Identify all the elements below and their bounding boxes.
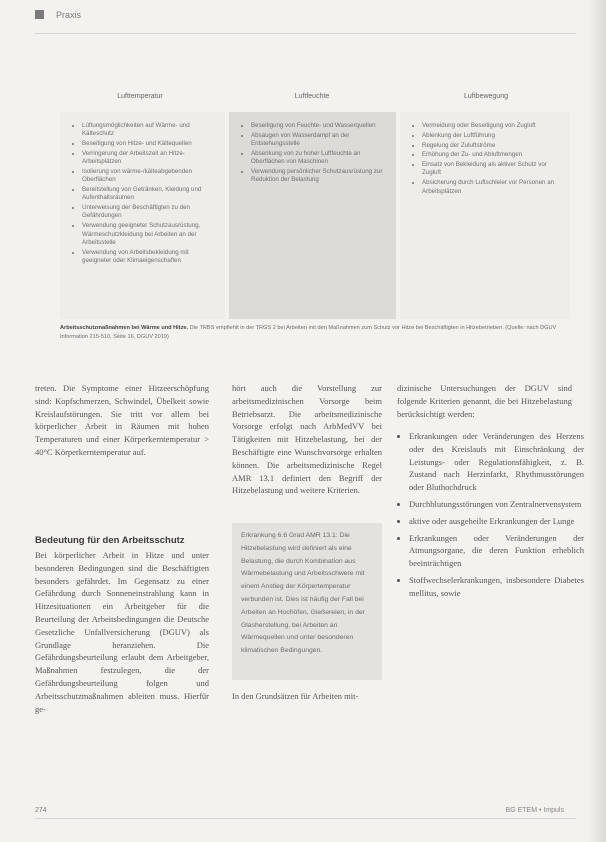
list-item: • Verringerung der Arbeitszeit an Hitze-Arbeitsplätzen [82,150,217,167]
caption-title: Arbeitsschutzmaßnahmen bei Wärme und Hitze. [60,325,189,331]
list-item: • Verwendung von Arbeitsbekleidung mit geeigneter oder Klimaeigenschaften [82,249,217,266]
body-column-1-top: treten. Die Symptome einer Hitzeerschöpfung sind: Kopfschmerzen, Schwindel, Übelkeit sowie Kreislaufstörungen. Sie tritt vor allem bei körperlicher Arbeit in Räumen mit hohen Temperaturen und einer Körperkerntemperatur > 40°C Körperkerntemperatur auf. [35,383,209,457]
list-item: • aktive oder ausgeheilte Erkrankungen der Lunge [409,515,584,528]
list-item: • Absaugen von Wasserdampf an der Entstehungsstelle [251,132,388,149]
header-divider [35,33,576,34]
list-item: • Isolierung von wärme-/kälteabgebenden Oberflächen [82,168,217,185]
column-heading-lufttemperatur: Lufttemperatur [117,93,163,100]
criteria-list [397,430,584,604]
list-item: • Verwendung persönlicher Schutzausrüstung zur Reduktion der Belastung [251,168,388,185]
page-number: 274 [35,807,47,814]
list-item: • Ablenkung der Luftführung [422,132,562,140]
list-item: • Stoffwechselerkrankungen, insbesondere Diabetes mellitus, sowie [409,574,584,600]
caption-text: Die TRBS empfiehlt in der TRGS 2 bei Arbeiten mit den Maßnahmen zum Schutz vor Hitze bei Beschäftigten in Hitzebetrieben. (Quelle: nach DGUV Information 215-510, Seite 16, DGUV 2019) [60,325,557,340]
body-column-1-bottom: Bei körperlicher Arbeit in Hitze und unter besonderen Bedingungen sind die Beschäftigten besonders gefährdet. Im Gegensatz zu einer Gefährdung durch Sonneneinstrahlung kann in Hitzesituationen ein Arbeitgeber für die Beurteilung der Arbeitsbedingungen die Deutsche Gesetzliche Unfallversicherung (DGUV) als Grundlage heranziehen. Die Gefährdungsbeurteilung erlaubt dem Arbeitgeber, Maßnahmen festzulegen, die der Gefährdungsbeurteilung folgen und Arbeitsschutzmaßnahmen ableiten muss. Hierfür ge- [35,550,209,714]
list-item: • Erkrankungen oder Veränderungen des Herzens oder des Kreislaufs mit Einschränkung der Leistungs- oder Regulationsfähigkeit, z. B. Zustand nach Herzinfarkt, Rhythmusstörungen oder Bluthochdruck [409,430,584,494]
journal-name: BG ETEM • Impuls [505,807,564,814]
list-item: • Bereitstellung von Getränken, Kleidung und Aufenthaltsräumen [82,186,217,203]
footer-divider [35,818,576,819]
body-column-3-intro: dizinische Untersuchungen der DGUV sind folgende Kriterien genannt, die bei Hitzebelastung berücksichtigt werden: [397,383,572,419]
table-caption [60,324,570,342]
section-marker-icon [35,10,44,19]
body-column-2-bottom: In den Grundsätzen für Arbeiten mit- [232,691,359,701]
list-item: • Beseitigung von Hitze- und Kältequellen [82,140,217,148]
list-item: • Regelung der Zuluftströme [422,142,562,150]
list-item: • Durchblutungsstörungen von Zentralnervensystem [409,498,584,511]
column-heading-luftfeuchte: Luftfeuchte [294,93,330,100]
page-edge-shadow [588,0,606,842]
list-item: • Beseitigung von Feuchte- und Wasserquellen [251,122,388,130]
table-column-luftfeuchte [229,112,396,319]
list-item: • Unterweisung der Beschäftigten zu den Gefährdungen [82,204,217,221]
list-item: • Erkrankungen oder Veränderungen der Atmungsorgane, die deren Funktion erheblich beeinträchtigen [409,532,584,570]
table-column-luftbewegung [400,112,570,319]
table-column-lufttemperatur [60,112,225,319]
list-item: • Absenkung von zu hoher Luftfeuchte an Oberflächen von Maschinen [251,150,388,167]
list-item: • Erhöhung der Zu- und Abluftmengen [422,151,562,159]
info-box: Erkrankung 6.6 Grad AMR 13.1: Die Hitzebelastung wird definiert als eine Belastung, die durch Kombination aus Wärmebelastung und Arbeitsschwere mit einem Anstieg der Körpertemperatur verbunden ist. Dies ist häufig der Fall bei Arbeiten an Hochöfen, Gießereien, in der Glasherstellung, bei Arbeiten an Wärmequellen und unter besonderen klimatischen Bedingungen. [232,523,382,680]
column-heading-luftbewegung: Luftbewegung [464,93,508,100]
section-heading: Bedeutung für den Arbeitsschutz [35,535,185,546]
section-label: Praxis [56,10,82,20]
body-column-2-top: hört auch die Vorstellung zur arbeitsmedizinischen Vorsorge beim Betriebsarzt. Die arbeitsmedizinische Vorsorge erfolgt nach ArbMedVV bei Tätigkeiten mit Hitzebelastung, bei der Beschäftigte eine Wunschvorsorge erhalten können. Die arbeitsmedizinische Regel AMR 13.1 definiert den Begriff der Hitzebelastung und weitere Kriterien. [232,383,382,496]
list-item: • Vermeidung oder Beseitigung von Zugluft [422,122,562,130]
list-item: • Absicherung durch Luftschleier vor Personen an Arbeitsplätzen [422,179,562,196]
list-item: • Lüftungsmöglichkeiten auf Wärme- und Kälteschutz [82,122,217,139]
list-item: • Einsatz von Bekleidung als aktiver Schutz vor Zugluft [422,161,562,178]
list-item: • Verwendung geeigneter Schutzausrüstung, Wärmeschutzkleidung bei Arbeiten an der Arbeitsstelle [82,222,217,247]
